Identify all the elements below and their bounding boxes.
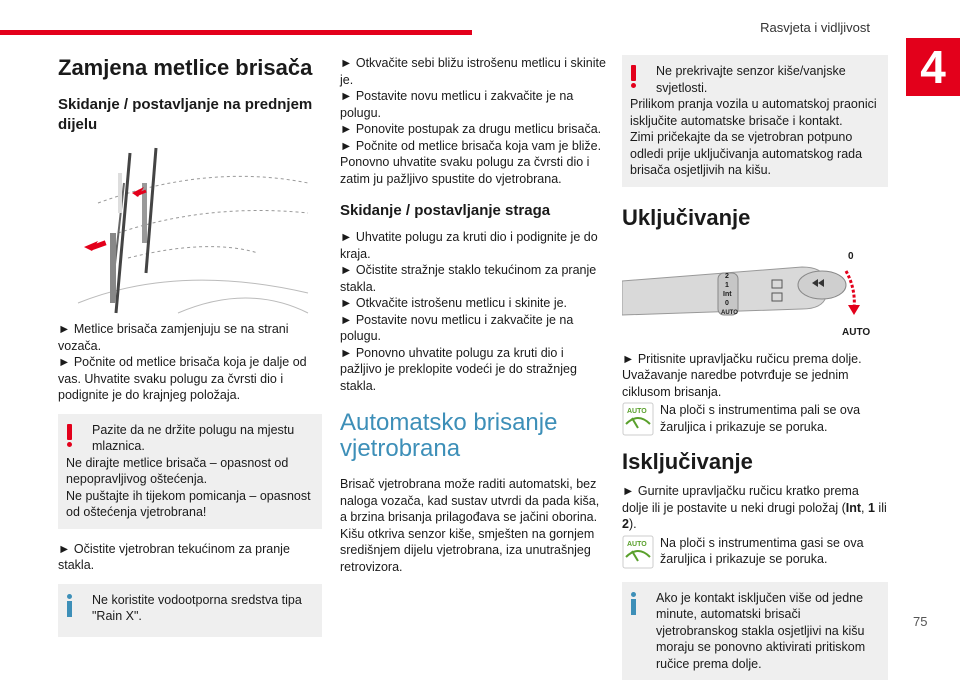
wiper-front-illustration [58,143,322,321]
warning-box-nozzles [58,414,322,529]
column-left [58,55,322,649]
switch-off-2: 2 [622,517,629,531]
lamp-off-text: Na ploči s instrumentima gasi se ova žaruljica i prikazuje se poruka. [660,535,864,566]
warning-icon [630,65,636,89]
switch-off-int: Int [845,500,862,515]
switch-off-sep1: , [861,500,868,515]
subsection-front: Skidanje / postavljanje na prednjem dijelu [58,96,313,133]
section-title-auto-wiping: Automatsko brisanje vjetrobrana [340,409,558,462]
lamp-on-row [622,402,888,435]
info-text: Ako je kontakt isključen više od jedne minute, automatski brisači vjetrobranskog stakla osjetljivi na kišu moraju se ponovno aktivirati pritiskom ručice prema dolje. [656,590,866,671]
stalk-label-auto-bottom: AUTO [842,326,871,338]
switch-off-1: 1 [867,500,875,515]
chapter-title: Rasvjeta i vidljivost [760,20,870,35]
info-box-rainx [58,584,322,637]
switch-off-text-a: ► Gurnite upravljačku ručicu kratko prema dolje ili je postavite u neki drugi položaj ( [622,484,859,515]
auto-wiper-icon [622,535,654,569]
auto-icon-label: AUTO [627,540,647,548]
switch-off-end: ). [628,517,637,531]
lamp-off-row [622,535,888,568]
section-title-wiper-replacement: Zamjena metlice brisača [58,55,313,80]
switch-off-text [622,483,888,533]
info-text: Ne koristite vodootporna sredstva tipa "Rain X". [92,592,302,623]
warning-rest: Prilikom pranja vozila u automatskoj praonici isključite automatske brisače i kontakt. Zimi pričekajte da se vjetrobran potpuno odledi prije uključivanja automatskog rada brisača osjetljivih na kišu. [630,97,877,177]
warning-first-line: Pazite da ne držite polugu na mjestu mlaznica. [92,422,295,453]
top-accent-bar [0,30,472,35]
column-middle [340,55,606,585]
rear-steps-text: ► Uhvatite polugu za kruti dio i podignite je do kraja. ► Očistite stražnje staklo tekućinom za pranje stakla. ► Otkvačite istrošenu metlicu i skinite je. ► Postavite novu metlicu i zakvačite je na polugu. ► Ponovno uhvatite polugu za kruti dio i pažljivo je preklopite vodeći je do stražnjeg stakla. [340,230,598,393]
warning-first-line: Ne prekrivajte senzor kiše/vanjske svjetlosti. [656,64,846,95]
clean-step-text: ► Očistite vjetrobran tekućinom za pranje stakla. [58,541,290,572]
stalk-pos-auto: AUTO [721,309,738,316]
lamp-on-text: Na ploči s instrumentima pali se ova žaruljica i prikazuje se poruka. [660,403,861,434]
column-right [622,55,888,692]
stalk-pos-1: 1 [725,281,729,289]
info-icon [630,592,636,616]
auto-wiper-icon [622,402,654,436]
auto-wiping-text: Brisač vjetrobrana može raditi automatski, bez naloga vozača, kad sustav utvrdi da pada kiša, a brzina brisanja prilagođava se jačini oborina. Kišu otkriva senzor kiše, smješten na gornjem središnjem dijelu vjetrobrana, iza unutrašnjeg retrovizora. [340,477,600,574]
stalk-pos-int: Int [723,290,732,298]
section-title-switching-on: Uključivanje [622,204,751,230]
stalk-label-0-top: 0 [848,250,854,262]
info-icon [66,594,72,618]
section-title-switching-off: Isključivanje [622,449,753,474]
subsection-rear: Skidanje / postavljanje straga [340,202,551,219]
chapter-number-tab: 4 [906,38,960,96]
wiper-stalk-illustration [622,245,888,341]
switch-off-sep2: ili [874,500,887,515]
front-steps-continued: ► Otkvačite sebi bližu istrošenu metlicu i skinite je. ► Postavite novu metlicu i zakvačite je na polugu. ► Ponovite postupak za drugu metlicu brisača. ► Počnite od metlice brisača koja vam je bliže. Ponovno uhvatite svaku polugu za čvrsti dio i zatim ju pažljivo spustite do vjetrobrana. [340,56,606,186]
info-box-reactivation [622,582,888,681]
auto-icon-label: AUTO [627,408,647,415]
stalk-pos-0: 0 [725,299,729,307]
warning-rest: Ne dirajte metlice brisača – opasnost od nepopravljivog oštećenja. Ne puštajte ih tijekom pomicanja – opasnost od oštećenja vjetrobrana! [66,455,311,519]
page-number: 75 [913,614,928,629]
front-steps-text: ► Metlice brisača zamjenjuju se na strani vozača. ► Počnite od metlice brisača koja je dalje od vas. Uhvatite svaku polugu za čvrsti dio i podignite je do krajnjeg položaja. [58,322,307,402]
switch-on-text: ► Pritisnite upravljačku ručicu prema dolje. Uvažavanje naredbe potvrđuje se jednim ciklusom brisanja. [622,351,862,399]
warning-box-sensor [622,55,888,187]
warning-icon [66,424,72,448]
stalk-pos-2: 2 [725,272,729,280]
